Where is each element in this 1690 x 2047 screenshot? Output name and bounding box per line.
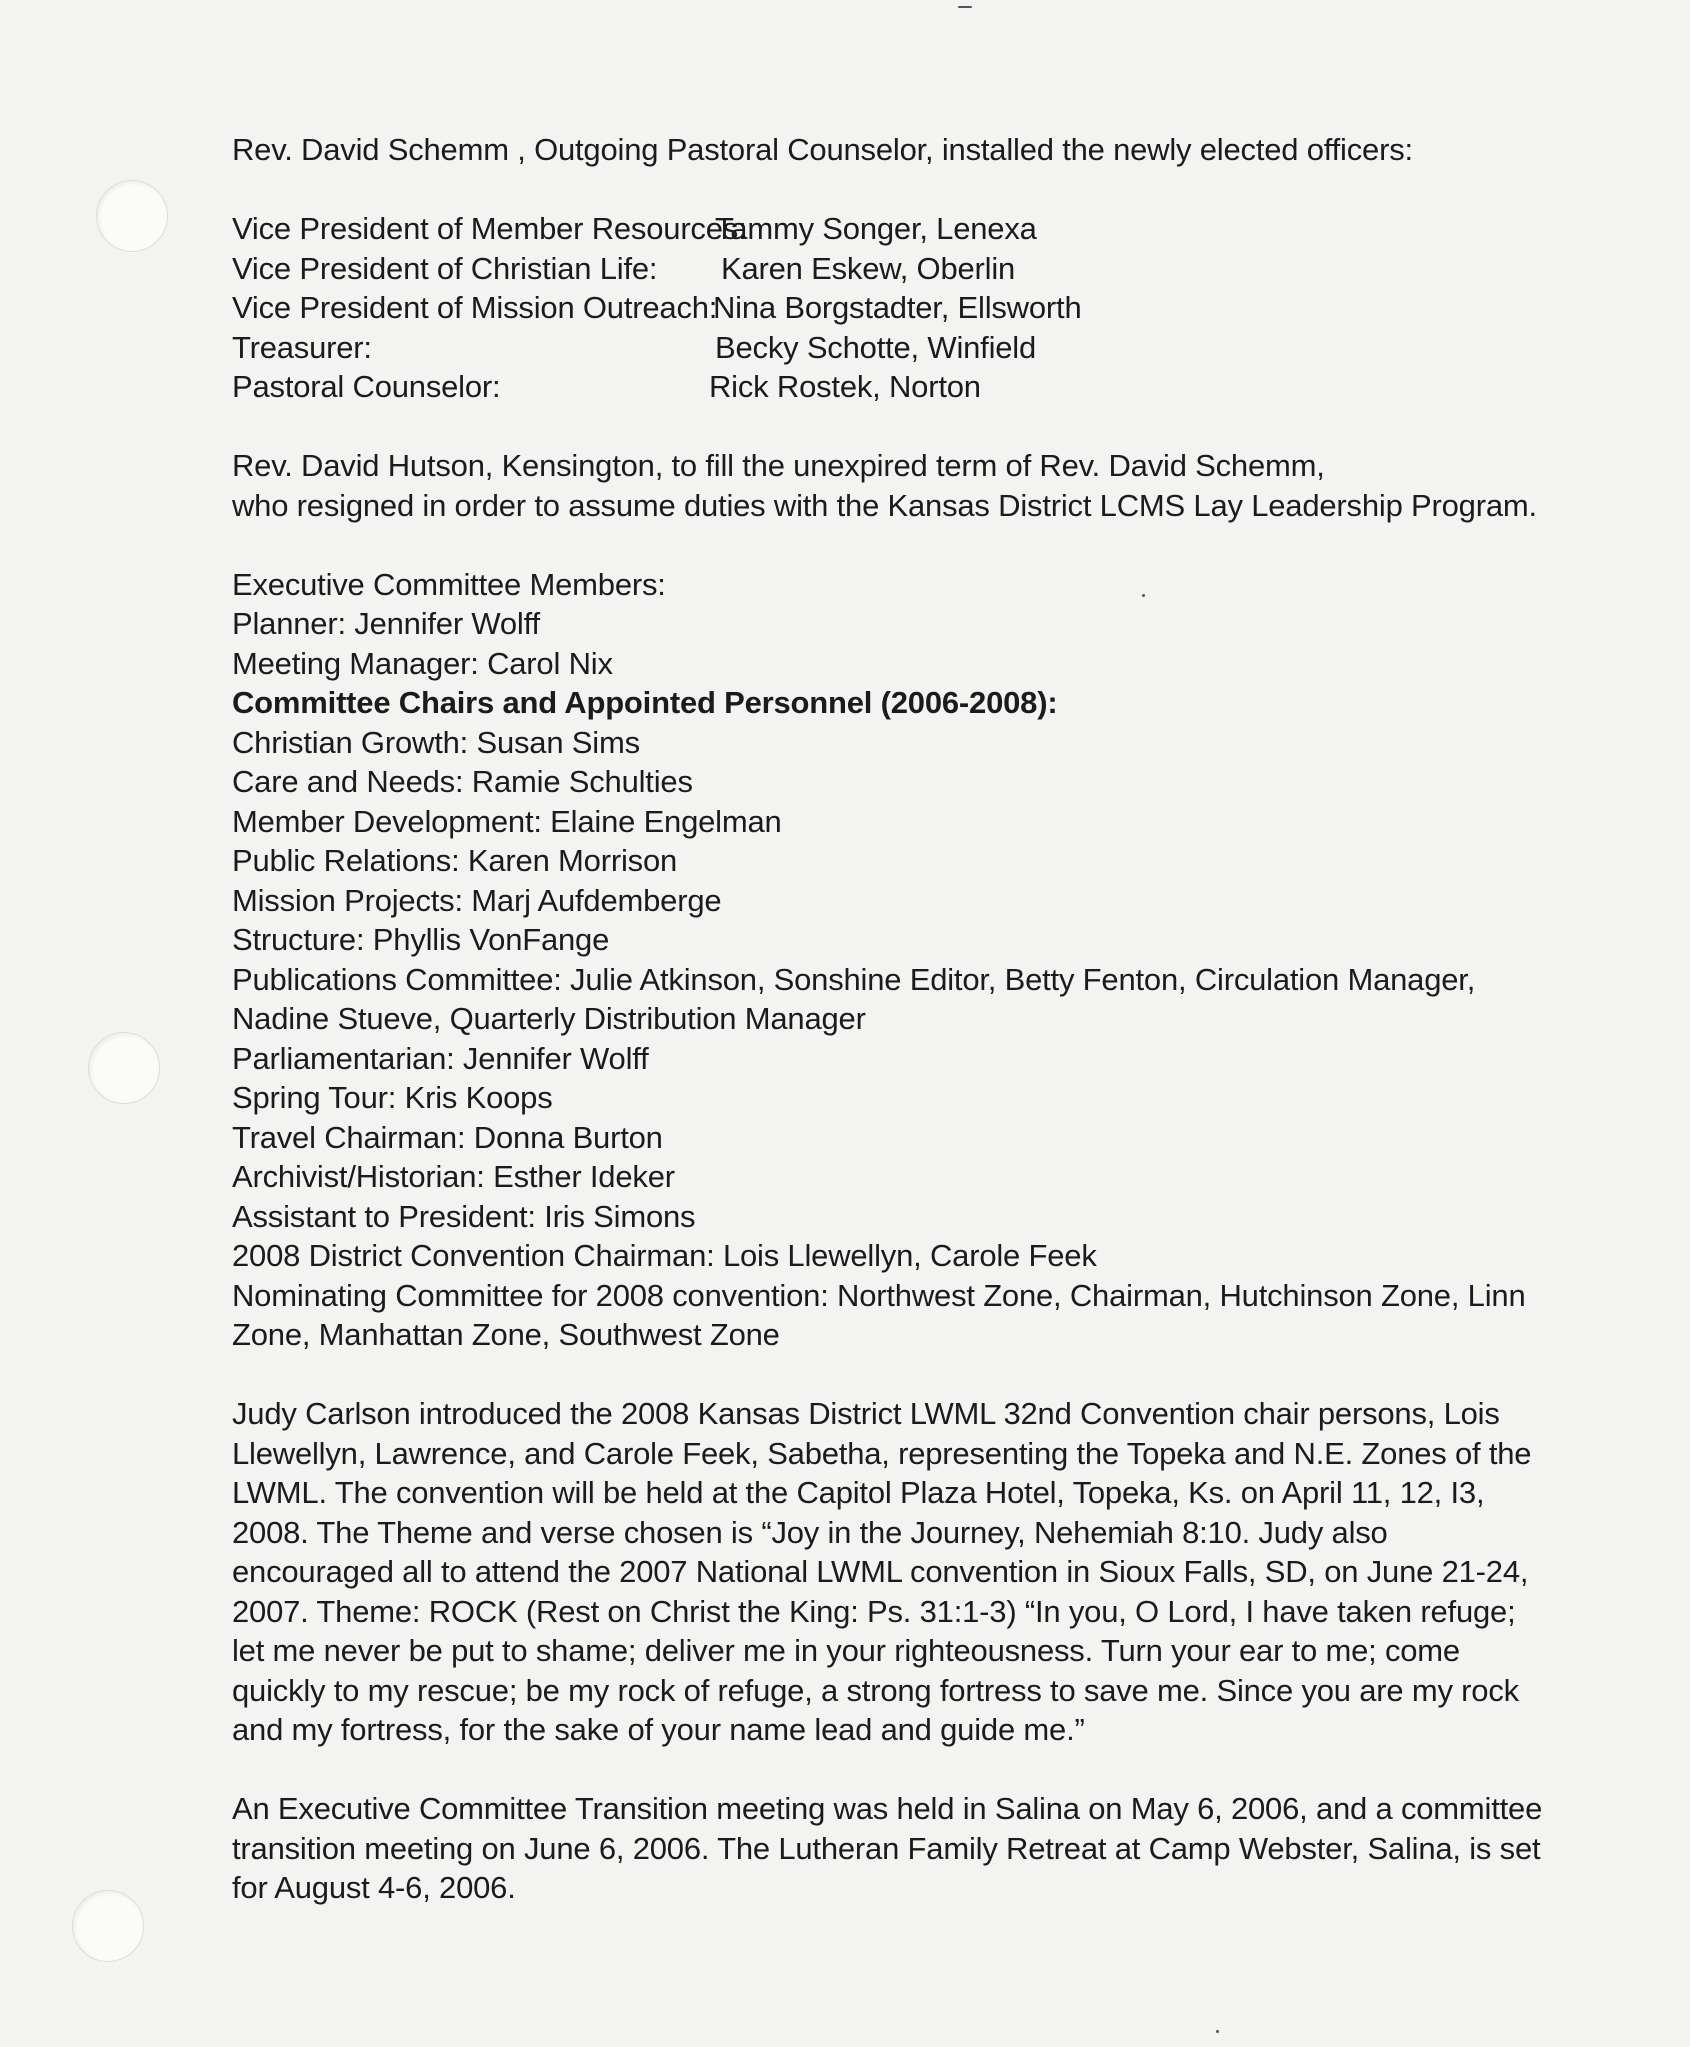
- paragraph-line: 2007. Theme: ROCK (Rest on Christ the King: Ps. 31:1-3) “In you, O Lord, I have taken refuge;: [232, 1593, 1516, 1629]
- committee-chair: Structure: Phyllis VonFange: [232, 922, 610, 957]
- hutson-paragraph: [232, 446, 1537, 525]
- committee-chair: 2008 District Convention Chairman: Lois Llewellyn, Carole Feek: [232, 1238, 1097, 1273]
- committee-chair: Publications Committee: Julie Atkinson, Sonshine Editor, Betty Fenton, Circulation Manager,: [232, 961, 1476, 997]
- committee-chair: Christian Growth: Susan Sims: [232, 724, 640, 760]
- paragraph-line: for August 4-6, 2006.: [232, 1870, 516, 1905]
- committee-chair: Zone, Manhattan Zone, Southwest Zone: [232, 1317, 780, 1352]
- officer-name: Karen Eskew, Oberlin: [721, 250, 1016, 286]
- installation-intro: Rev. David Schemm , Outgoing Pastoral Counselor, installed the newly elected officers:: [232, 132, 1413, 167]
- officer-name: Nina Borgstadter, Ellsworth: [713, 290, 1082, 325]
- committee-chair: Mission Projects: Marj Aufdemberge: [232, 882, 722, 918]
- carlson-paragraph: [232, 1394, 1532, 1750]
- scan-speck: [958, 6, 972, 8]
- officer-list: [232, 209, 1492, 407]
- paragraph-line: LWML. The convention will be held at the Capitol Plaza Hotel, Topeka, Ks. on April 11, 12, I3,: [232, 1475, 1485, 1510]
- officer-row: [232, 328, 1492, 368]
- officer-row: [232, 249, 1492, 289]
- punch-hole-middle: [88, 1032, 160, 1104]
- paragraph-line: and my fortress, for the sake of your name lead and guide me.”: [232, 1712, 1085, 1747]
- committee-chair: Travel Chairman: Donna Burton: [232, 1119, 663, 1155]
- executive-member: Meeting Manager: Carol Nix: [232, 645, 613, 681]
- officer-row: [232, 209, 1492, 249]
- paragraph-line: quickly to my rescue; be my rock of refuge, a strong fortress to save me. Since you are my rock: [232, 1672, 1519, 1708]
- officer-role: Vice President of Member Resources:: [232, 211, 747, 246]
- paragraph-line: Rev. David Hutson, Kensington, to fill the unexpired term of Rev. David Schemm,: [232, 448, 1325, 483]
- paragraph-line: An Executive Committee Transition meeting was held in Salina on May 6, 2006, and a committee: [232, 1791, 1543, 1826]
- scan-speck: [1216, 2030, 1219, 2033]
- committee-chair: Assistant to President: Iris Simons: [232, 1198, 696, 1234]
- committee-chair: Care and Needs: Ramie Schulties: [232, 764, 693, 799]
- officer-role: Vice President of Christian Life:: [232, 250, 658, 286]
- officer-name: Tammy Songer, Lenexa: [715, 211, 1037, 246]
- officer-row: [232, 288, 1492, 328]
- officer-role: Pastoral Counselor:: [232, 369, 501, 404]
- committee-chair: Public Relations: Karen Morrison: [232, 843, 678, 878]
- committee-chair: Spring Tour: Kris Koops: [232, 1080, 553, 1115]
- committee-chair: Parliamentarian: Jennifer Wolff: [232, 1040, 649, 1076]
- paragraph-line: Judy Carlson introduced the 2008 Kansas District LWML 32nd Convention chair persons, Lois: [232, 1396, 1500, 1431]
- punch-hole-top: [96, 180, 168, 252]
- paragraph-line: encouraged all to attend the 2007 National LWML convention in Sioux Falls, SD, on June 21-24,: [232, 1554, 1529, 1589]
- officer-name: Rick Rostek, Norton: [709, 369, 981, 404]
- officer-role: Treasurer:: [232, 329, 372, 365]
- officer-name: Becky Schotte, Winfield: [715, 329, 1037, 365]
- committee-chairs-list: [232, 723, 1526, 1355]
- committee-chair: Nadine Stueve, Quarterly Distribution Manager: [232, 1001, 866, 1036]
- executive-committee-heading: Executive Committee Members:: [232, 566, 666, 602]
- punch-hole-bottom: [72, 1890, 144, 1962]
- committee-chair: Archivist/Historian: Esther Ideker: [232, 1159, 675, 1194]
- paragraph-line: 2008. The Theme and verse chosen is “Joy in the Journey, Nehemiah 8:10. Judy also: [232, 1514, 1388, 1550]
- officer-row: [232, 367, 1492, 407]
- paragraph-line: let me never be put to shame; deliver me in your righteousness. Turn your ear to me; come: [232, 1633, 1460, 1668]
- committee-chair: Member Development: Elaine Engelman: [232, 803, 782, 839]
- transition-paragraph: [232, 1789, 1543, 1908]
- committee-chairs-heading: Committee Chairs and Appointed Personnel (2006-2008):: [232, 685, 1058, 720]
- paragraph-line: Llewellyn, Lawrence, and Carole Feek, Sabetha, representing the Topeka and N.E. Zones of the: [232, 1435, 1532, 1471]
- executive-member: Planner: Jennifer Wolff: [232, 606, 540, 641]
- paragraph-line: who resigned in order to assume duties with the Kansas District LCMS Lay Leadership Program.: [232, 487, 1537, 523]
- document-body: [232, 130, 1543, 1908]
- paragraph-line: transition meeting on June 6, 2006. The Lutheran Family Retreat at Camp Webster, Salina, is set: [232, 1830, 1541, 1866]
- officer-role: Vice President of Mission Outreach:: [232, 290, 718, 325]
- committee-chair: Nominating Committee for 2008 convention: Northwest Zone, Chairman, Hutchinson Zone, Linn: [232, 1277, 1526, 1313]
